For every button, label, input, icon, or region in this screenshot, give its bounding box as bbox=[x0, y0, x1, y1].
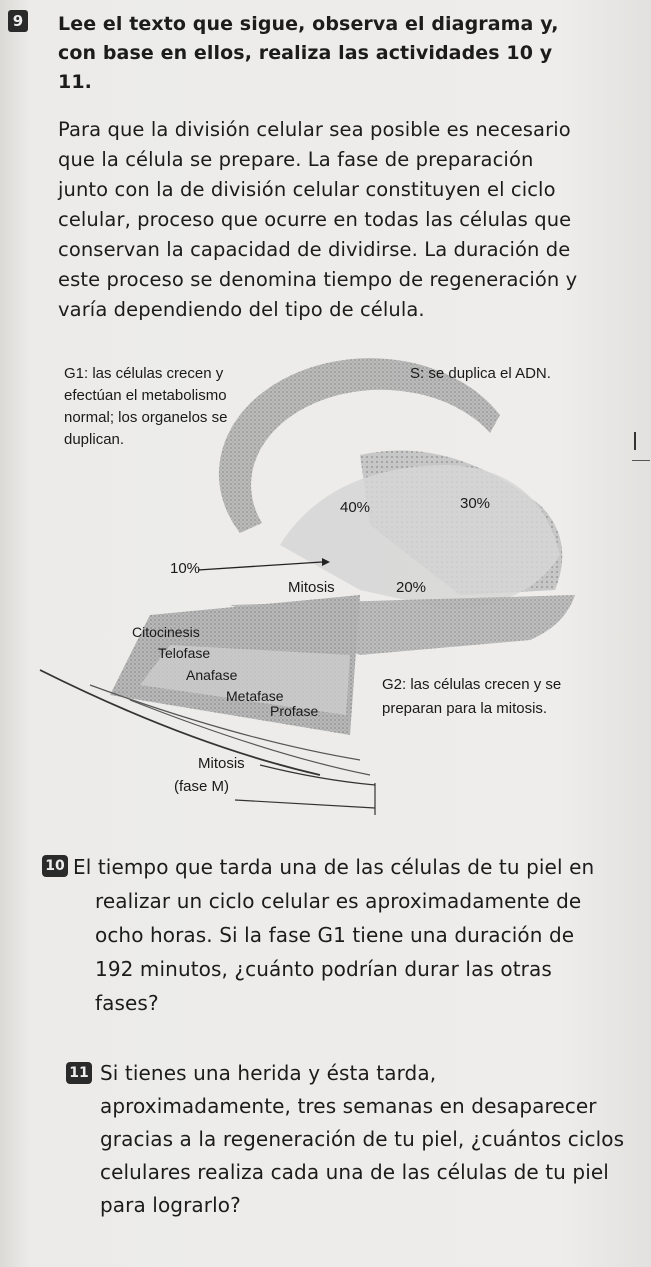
item-9-paragraph: Para que la división celular sea posible es necesario que la célula se prepare. La fase de preparación junto con la de división celular constituyen el ciclo celular, proceso que ocurre en todas las células que conservan la capacidad de dividirse. La duración de este proceso se denomina tiempo de regeneración y varía dependiendo del tipo de célula. bbox=[58, 118, 578, 321]
mitosis-bracket-bottom bbox=[235, 800, 375, 808]
margin-mark bbox=[632, 430, 651, 470]
metafase-label: Metafase bbox=[226, 688, 284, 704]
pct-20-label: 20% bbox=[396, 579, 427, 596]
anafase-label: Anafase bbox=[186, 667, 238, 683]
item-9-number: 9 bbox=[8, 10, 28, 32]
s-phase-label: S: se duplica el ADN. bbox=[410, 365, 551, 382]
pointer-10pct bbox=[198, 562, 322, 570]
pct-30-label: 30% bbox=[460, 495, 491, 512]
mitosis-center-label: Mitosis bbox=[288, 579, 335, 596]
pct-40-label: 40% bbox=[340, 499, 371, 516]
g1-label: G1: las células crecen y efectúan el metabolismo normal; los organelos se duplican. bbox=[64, 365, 228, 448]
fase-m-label: (fase M) bbox=[174, 778, 230, 795]
item-10-text: El tiempo que tarda una de las células de tu piel en realizar un ciclo celular es aproximadamente de ocho horas. Si la fase G1 tiene una duración de 192 minutos, ¿cuánto podrían durar las otras fases? bbox=[73, 855, 595, 1015]
item-11-text: Si tienes una herida y ésta tarda, aproximadamente, tres semanas en desaparecer gracias a la regeneración de tu piel, ¿cuántos ciclos celulares realiza cada una de las células de tu piel para lograrlo? bbox=[100, 1061, 625, 1217]
g2-label: G2: las células crecen y se preparan para la mitosis. bbox=[382, 676, 562, 717]
pct-10-label: 10% bbox=[170, 560, 201, 577]
citocinesis-label: Citocinesis bbox=[132, 624, 200, 640]
cell-cycle-diagram bbox=[30, 355, 590, 825]
telofase-label: Telofase bbox=[158, 645, 211, 661]
item-10-number: 10 bbox=[42, 855, 68, 877]
profase-label: Profase bbox=[270, 703, 319, 719]
mitosis-phase-label: Mitosis bbox=[198, 755, 245, 772]
item-11-number: 11 bbox=[66, 1062, 92, 1084]
item-9-heading: Lee el texto que sigue, observa el diagrama y, con base en ellos, realiza las actividades 10 y 11. bbox=[58, 13, 559, 93]
